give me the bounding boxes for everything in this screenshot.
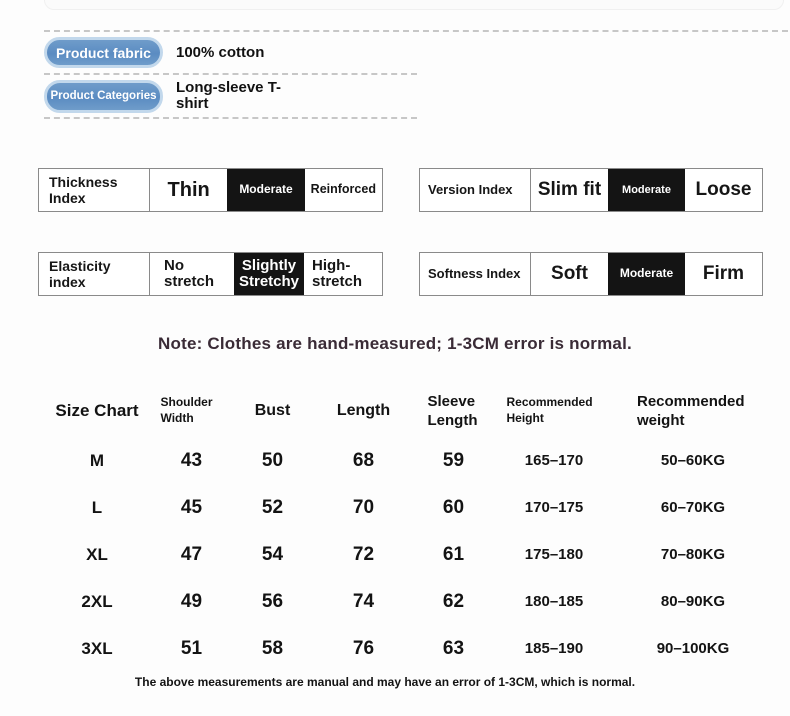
length-value: 68 [352, 449, 375, 471]
softness-option-moderate-selected: Moderate [608, 253, 685, 295]
length-value: 72 [352, 543, 375, 565]
thickness-index-table [38, 168, 383, 212]
sleeve-value: 60 [442, 496, 465, 518]
header-size-chart: Size Chart [55, 401, 139, 420]
product-categories-row [0, 75, 790, 117]
bust-value: 54 [261, 543, 284, 565]
size-row-3xl [44, 625, 770, 672]
index-tables [38, 168, 790, 296]
shoulder-value: 49 [180, 590, 203, 612]
weight-range: 70–80KG [660, 546, 726, 563]
shoulder-value: 45 [180, 496, 203, 518]
size-row-l [44, 484, 770, 531]
shoulder-value: 47 [180, 543, 203, 565]
elasticity-option-no-stretch: No stretch [164, 256, 215, 290]
sleeve-value: 63 [442, 637, 465, 659]
thickness-index-label: Thickness Index [39, 169, 150, 211]
version-option-moderate-selected: Moderate [608, 169, 685, 211]
length-value: 76 [352, 637, 375, 659]
length-value: 70 [352, 496, 375, 518]
sleeve-value: 59 [442, 449, 465, 471]
header-bust: Bust [254, 402, 291, 419]
height-range: 170–175 [524, 499, 584, 516]
header-shoulder-width-text: Shoulder Width [160, 395, 213, 425]
version-index-table [419, 168, 763, 212]
header-sleeve-length [415, 392, 492, 431]
thickness-option-moderate-selected: Moderate [227, 169, 304, 211]
header-sleeve-length-text: Sleeve Length [427, 392, 478, 429]
header-shoulder-width [150, 395, 233, 426]
weight-range: 50–60KG [660, 452, 726, 469]
product-fabric-badge: Product fabric [44, 37, 163, 68]
softness-option-firm: Firm [702, 262, 745, 284]
sleeve-value: 61 [442, 543, 465, 565]
height-range: 175–180 [524, 546, 584, 563]
size-chart-header-row [44, 385, 770, 437]
size-label: XL [86, 544, 108, 564]
softness-index-table [419, 252, 763, 296]
measurement-note: Note: Clothes are hand-measured; 1-3CM error is normal. [158, 334, 632, 353]
height-range: 165–170 [524, 452, 584, 469]
size-label: L [91, 497, 103, 517]
height-range: 180–185 [524, 593, 584, 610]
height-range: 185–190 [524, 640, 584, 657]
thickness-option-reinforced: Reinforced [310, 182, 376, 197]
shoulder-value: 43 [180, 449, 203, 471]
elasticity-option-slightly-stretchy-selected: Slightly Stretchy [234, 253, 304, 295]
product-categories-value: Long-sleeve T-shirt [176, 79, 282, 112]
size-label: M [89, 450, 105, 470]
divider-dashed-bottom [44, 117, 417, 119]
previous-card-bottom-edge [44, 0, 784, 10]
elasticity-option-high-stretch: High-stretch [312, 256, 363, 290]
length-value: 74 [352, 590, 375, 612]
version-option-slim-fit: Slim fit [537, 178, 602, 200]
elasticity-index-table [38, 252, 383, 296]
product-categories-badge: Product Categories [44, 80, 163, 113]
softness-index-label: Softness Index [420, 253, 531, 295]
thickness-option-thin: Thin [167, 179, 210, 201]
header-recommended-height-text: Recommended Height [506, 395, 593, 425]
weight-range: 90–100KG [656, 640, 730, 657]
size-row-2xl [44, 578, 770, 625]
softness-option-soft: Soft [551, 262, 588, 284]
size-row-m [44, 437, 770, 484]
header-recommended-weight-text: Recommended weight [637, 392, 745, 429]
size-label: 2XL [81, 591, 113, 611]
header-length: Length [336, 402, 391, 419]
bust-value: 52 [261, 496, 284, 518]
header-recommended-weight [616, 392, 770, 431]
footer-measurement-note: The above measurements are manual and may have an error of 1-3CM, which is normal. [134, 675, 636, 689]
bust-value: 56 [261, 590, 284, 612]
weight-range: 60–70KG [660, 499, 726, 516]
bust-value: 50 [261, 449, 284, 471]
version-option-loose: Loose [695, 178, 752, 200]
bust-value: 58 [261, 637, 284, 659]
size-label: 3XL [81, 638, 113, 658]
product-fabric-value: 100% cotton [176, 44, 265, 61]
version-index-label: Version Index [420, 169, 531, 211]
elasticity-index-label: Elasticity index [39, 253, 150, 295]
size-chart-table [44, 385, 770, 672]
shoulder-value: 51 [180, 637, 203, 659]
size-row-xl [44, 531, 770, 578]
header-recommended-height [492, 395, 616, 426]
weight-range: 80–90KG [660, 593, 726, 610]
product-fabric-row [0, 32, 790, 73]
sleeve-value: 62 [442, 590, 465, 612]
